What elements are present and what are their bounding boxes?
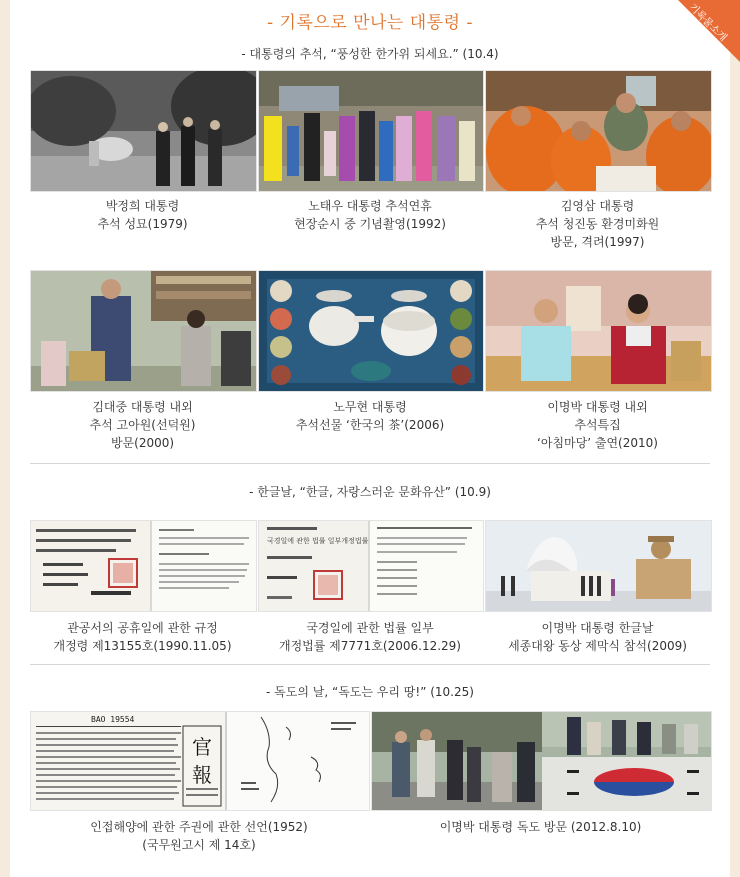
section-divider xyxy=(30,664,710,665)
caption-line: 노태우 대통령 추석연휴 xyxy=(308,199,432,213)
caption-line: 추석 고아원(선덕원) xyxy=(89,418,196,432)
caption-line: 추석 성묘(1979) xyxy=(97,217,188,231)
caption-line: 현장순시 중 기념촬영(1992) xyxy=(294,217,446,231)
photo-kim-ys-sanitation-workers xyxy=(485,70,712,192)
photo-roh-tea-gift-set xyxy=(258,270,484,392)
gazette-number-text: BAO 19554 xyxy=(91,715,135,724)
caption-line: 개정령 제13155호(1990.11.05) xyxy=(53,639,232,653)
caption-line: 방문, 격려(1997) xyxy=(550,235,645,249)
document-gazette-sovereignty-declaration xyxy=(30,711,370,811)
section-title-chuseok: - 대통령의 추석, “풍성한 한가위 되세요.” (10.4) xyxy=(241,47,499,61)
section-title-dokdo-day: - 독도의 날, “독도는 우리 땅!” (10.25) xyxy=(266,685,474,699)
caption-line: 추석선물 ‘한국의 茶’(2006) xyxy=(295,418,445,432)
section-divider xyxy=(30,463,710,464)
caption-line: 개정법률 제7771호(2006.12.29) xyxy=(279,639,461,653)
caption-sovereignty-declaration xyxy=(30,818,368,854)
photo-lee-sejong-statue-unveiling xyxy=(485,520,712,612)
caption-sejong-unveiling xyxy=(485,619,710,655)
caption-line: 추석특집 xyxy=(574,418,621,432)
gazette-title-char: 官 xyxy=(192,735,212,759)
caption-line: ‘아침마당’ 출연(2010) xyxy=(537,436,658,450)
caption-line: 인접해양에 관한 주권에 관한 선언(1952) xyxy=(90,820,308,834)
page-title: - 기록으로 만나는 대통령 - xyxy=(266,13,474,33)
caption-line: 관공서의 공휴일에 관한 규정 xyxy=(67,621,218,635)
document-national-holiday-act xyxy=(258,520,484,612)
caption-line: 추석 청진동 환경미화원 xyxy=(535,217,660,231)
caption-line: 국경일에 관한 법률 일부 xyxy=(306,621,434,635)
decree-heading-text: 국경일에 관한 법률 일부개정법률 xyxy=(267,537,369,545)
document-holiday-regulation xyxy=(30,520,257,612)
photo-roh-family-group xyxy=(258,70,484,192)
caption-line: 김영삼 대통령 xyxy=(560,199,635,213)
caption-line: 방문(2000) xyxy=(110,436,175,450)
caption-line: 이명박 대통령 내외 xyxy=(547,400,648,414)
photo-park-chuseok-grave-visit xyxy=(30,70,257,192)
photo-lee-dokdo-visit xyxy=(371,711,712,811)
caption-line: (국무원고시 제 14호) xyxy=(142,838,256,852)
section-title-hangul-day: - 한글날, “한글, 자랑스러운 문화유산” (10.9) xyxy=(249,485,491,499)
caption-lee-chuseok xyxy=(485,398,710,452)
caption-line: 이명박 대통령 독도 방문 (2012.8.10) xyxy=(439,820,642,834)
corner-tag-label: 기록물소개 xyxy=(686,1,729,44)
gazette-title-char: 報 xyxy=(192,763,212,787)
caption-roh-tea xyxy=(258,398,482,434)
caption-line: 이명박 대통령 한글날 xyxy=(541,621,654,635)
caption-holiday-act xyxy=(258,619,482,655)
caption-line: 김대중 대통령 내외 xyxy=(92,400,193,414)
photo-kim-dj-orphanage xyxy=(30,270,257,392)
caption-dokdo-visit xyxy=(371,818,710,836)
caption-line: 노무현 대통령 xyxy=(333,400,407,414)
caption-line: 세종대왕 동상 제막식 참석(2009) xyxy=(508,639,687,653)
caption-holiday-regulation xyxy=(30,619,255,655)
caption-roh-chuseok xyxy=(258,197,482,233)
caption-kim-ys-chuseok xyxy=(485,197,710,251)
photo-lee-tv-appearance xyxy=(485,270,712,392)
caption-kim-dj-chuseok xyxy=(30,398,255,452)
caption-line: 박정희 대통령 xyxy=(105,199,180,213)
caption-park-chuseok xyxy=(30,197,255,233)
